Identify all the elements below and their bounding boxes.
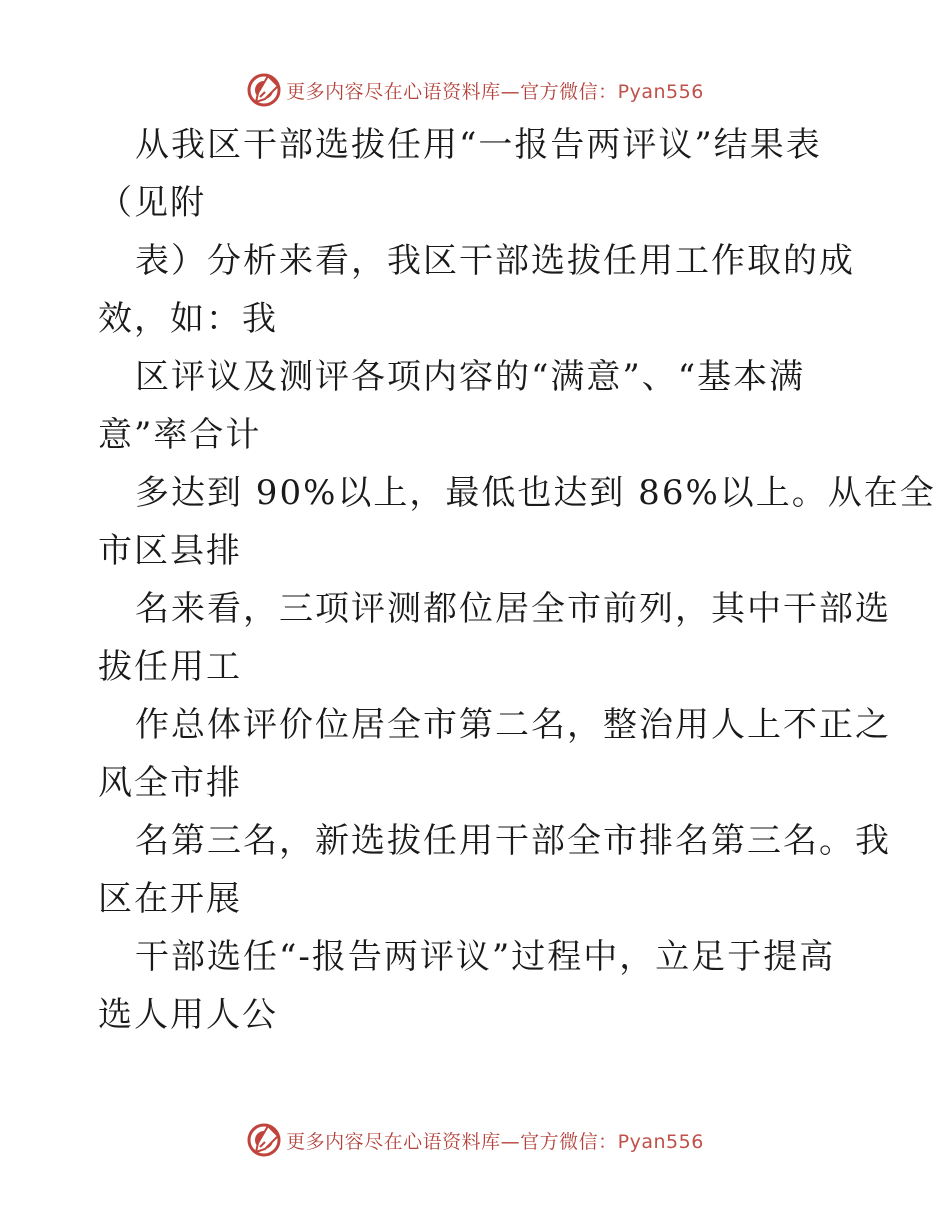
banner-label: 更多内容尽在心语资料库—官方微信： [286,80,618,103]
text-line: 作总体评价位居全市第二名，整治用人上不正之 [135,705,891,745]
footer-banner [0,1120,950,1160]
text-line: 多达到 90%以上，最低也达到 86%以上。从在全 [135,473,936,513]
text-line: 风全市排 [98,763,242,803]
text-line: 表）分析来看，我区干部选拔任用工作取的成 [135,241,855,281]
pen-logo-icon [246,72,282,108]
text-line: 区在开展 [98,879,242,919]
text-line: 拔任用工 [98,647,242,687]
text-line: 名来看，三项评测都位居全市前列，其中干部选 [135,589,891,629]
text-line: 区评议及测评各项内容的“满意”、“基本满 [135,357,806,397]
wechat-id: Pyan556 [617,80,704,103]
text-line: 选人用人公 [98,995,278,1035]
header-banner [0,70,950,110]
text-line: 从我区干部选拔任用“一报告两评议”结果表 [135,125,822,165]
banner-text [286,77,704,104]
text-line: 效，如：我 [98,299,278,339]
text-line: （见附 [98,183,206,223]
text-line: 意”率合计 [98,415,262,455]
banner-label: 更多内容尽在心语资料库—官方微信： [286,1130,618,1153]
text-line: 名第三名，新选拔任用干部全市排名第三名。我 [135,821,891,861]
banner-text [286,1127,704,1154]
text-line: 干部选任“-报告两评议”过程中，立足于提高 [135,937,836,977]
wechat-id: Pyan556 [617,1130,704,1153]
pen-logo-icon [246,1122,282,1158]
text-line: 市区县排 [98,531,242,571]
